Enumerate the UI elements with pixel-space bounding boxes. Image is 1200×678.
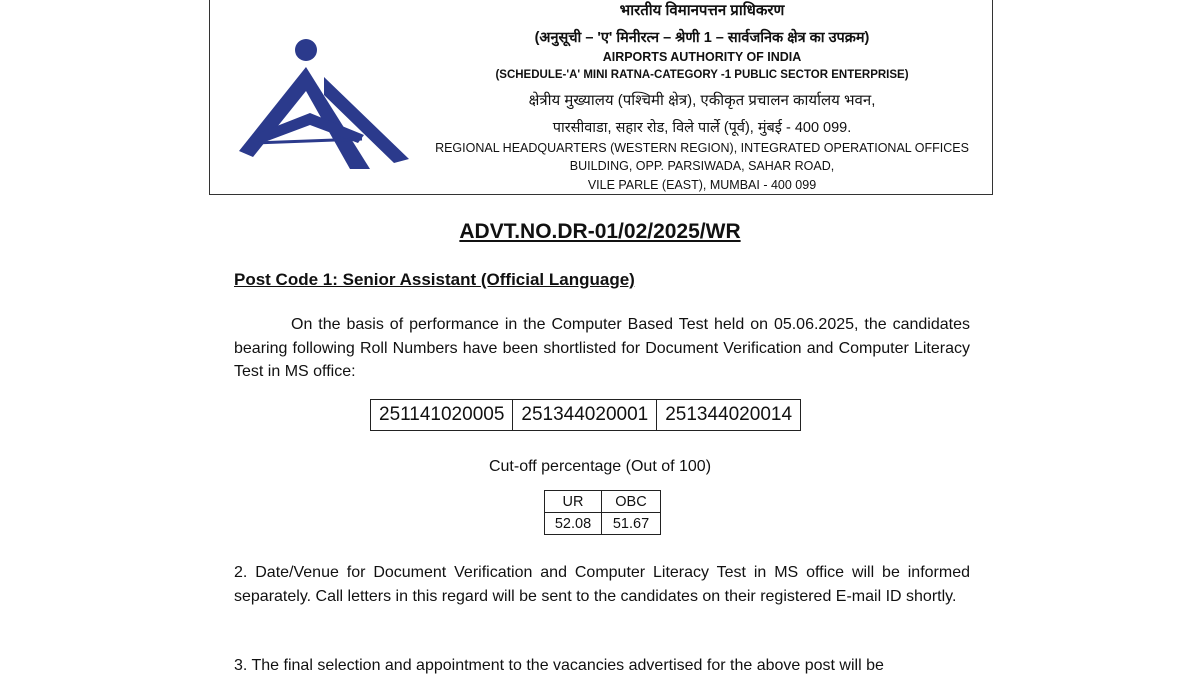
cutoff-value-obc: 51.67 (602, 513, 661, 535)
roll-number-cell: 251344020014 (657, 400, 801, 431)
paragraph-final-selection: 3. The final selection and appointment to the vacancies advertised for the above post will be (234, 657, 884, 674)
aai-logo-icon (234, 39, 409, 169)
address-english-1: REGIONAL HEADQUARTERS (WESTERN REGION), INTEGRATED OPERATIONAL OFFICES (435, 141, 969, 155)
cutoff-table (544, 490, 661, 535)
cutoff-header-ur: UR (545, 491, 602, 513)
org-name-hindi: भारतीय विमानपत्तन प्राधिकरण (619, 2, 785, 19)
letterhead (209, 0, 993, 195)
org-name-english: AIRPORTS AUTHORITY OF INDIA (602, 50, 802, 64)
address-hindi-2: पारसीवाडा, सहार रोड, विले पार्ले (पूर्व), मुंबई - 400 099. (552, 120, 852, 136)
paragraph-shortlist: On the basis of performance in the Computer Based Test held on 05.06.2025, the candidates bearing following Roll Numbers have been shortlisted for Document Verification and Computer Literacy Test in MS office: (234, 316, 970, 380)
roll-number-cell: 251344020001 (513, 400, 657, 431)
cutoff-value-ur: 52.08 (545, 513, 602, 535)
paragraph-venue: 2. Date/Venue for Document Verification and Computer Literacy Test in MS office will be informed separately. Call letters in this regard will be sent to the candidates on their registered E-mail ID shortly. (234, 564, 970, 605)
org-category-english: (SCHEDULE-'A' MINI RATNA-CATEGORY -1 PUBLIC SECTOR ENTERPRISE) (495, 69, 909, 81)
address-english-2: BUILDING, OPP. PARSIWADA, SAHAR ROAD, (569, 159, 835, 173)
roll-number-cell: 251141020005 (371, 400, 513, 431)
advertisement-number: ADVT.NO.DR-01/02/2025/WR (459, 220, 741, 243)
address-english-3: VILE PARLE (EAST), MUMBAI - 400 099 (587, 178, 817, 192)
org-category-hindi: (अनुसूची – 'ए' मिनीरत्न – श्रेणी 1 – सार्वजनिक क्षेत्र का उपक्रम) (534, 30, 870, 46)
post-code-title: Post Code 1: Senior Assistant (Official Language) (234, 270, 635, 289)
cutoff-title: Cut-off percentage (Out of 100) (488, 458, 712, 475)
address-hindi-1: क्षेत्रीय मुख्यालय (पश्चिमी क्षेत्र), एकीकृत प्रचालन कार्यालय भवन, (528, 92, 876, 109)
roll-number-table (370, 399, 801, 431)
cutoff-header-obc: OBC (602, 491, 661, 513)
